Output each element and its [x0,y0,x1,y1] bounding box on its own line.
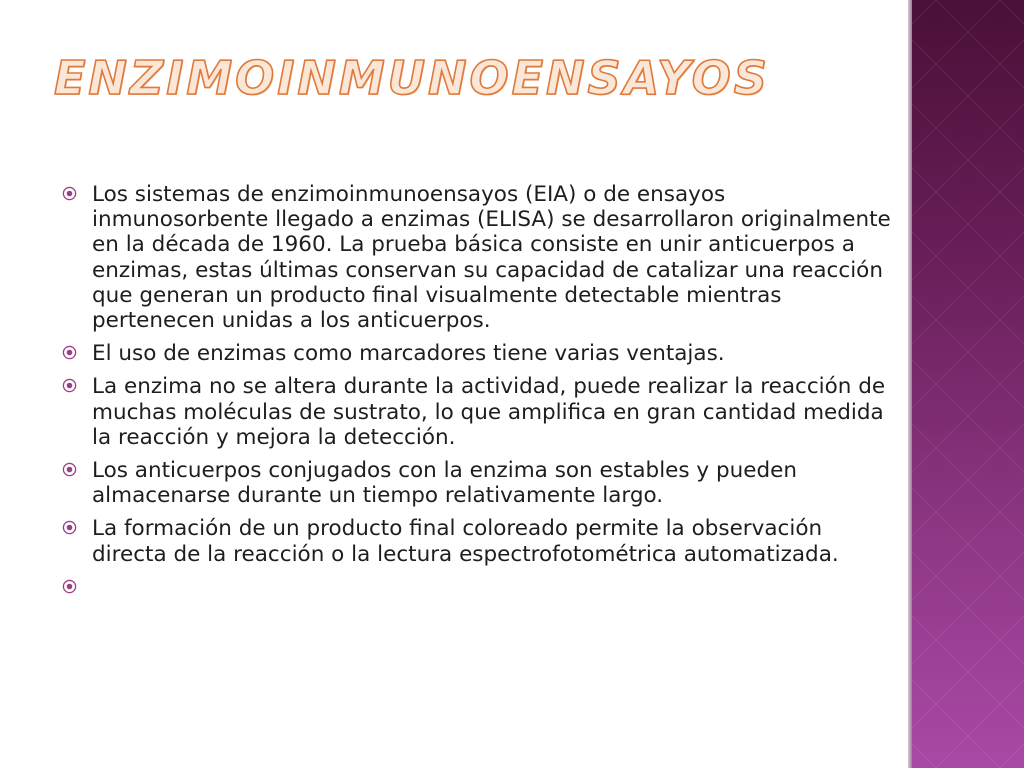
circle-dot-icon [62,458,92,477]
bullet-text: La formación de un producto final coloreado permite la observación directa de la reacción o la lectura espectrofotométrica automatizada. [92,516,839,567]
circle-dot-icon [62,516,92,535]
list-item [62,516,892,566]
list-item [62,374,892,450]
circle-dot-icon [62,374,92,393]
bullet-list [62,182,892,602]
slide-title: ENZIMOINMUNOENSAYOS [54,51,770,105]
list-item [62,575,892,594]
list-item [62,182,892,333]
bullet-text: La enzima no se altera durante la actividad, puede realizar la reacción de muchas moléculas de sustrato, lo que amplifica en gran cantidad medida la reacción y mejora la detección. [92,374,886,450]
list-item [62,341,892,366]
circle-dot-icon [62,575,92,594]
decorative-side-band [912,0,1024,768]
bullet-text: Los sistemas de enzimoinmunoensayos (EIA) o de ensayos inmunosorbente llegado a enzimas (ELISA) se desarrollaron originalmente en la década de 1960. La prueba básica consiste en unir anticuerpos a enzimas, estas últimas conservan su capacidad de catalizar una reacción que generan un producto final visualmente detectable mientras pertenecen unidas a los anticuerpos. [92,182,891,334]
circle-dot-icon [62,182,92,201]
bullet-text: El uso de enzimas como marcadores tiene varias ventajas. [92,341,725,367]
band-pattern [912,0,1024,768]
circle-dot-icon [62,341,92,360]
bullet-text: Los anticuerpos conjugados con la enzima son estables y pueden almacenarse durante un tiempo relativamente largo. [92,458,797,509]
list-item [62,458,892,508]
